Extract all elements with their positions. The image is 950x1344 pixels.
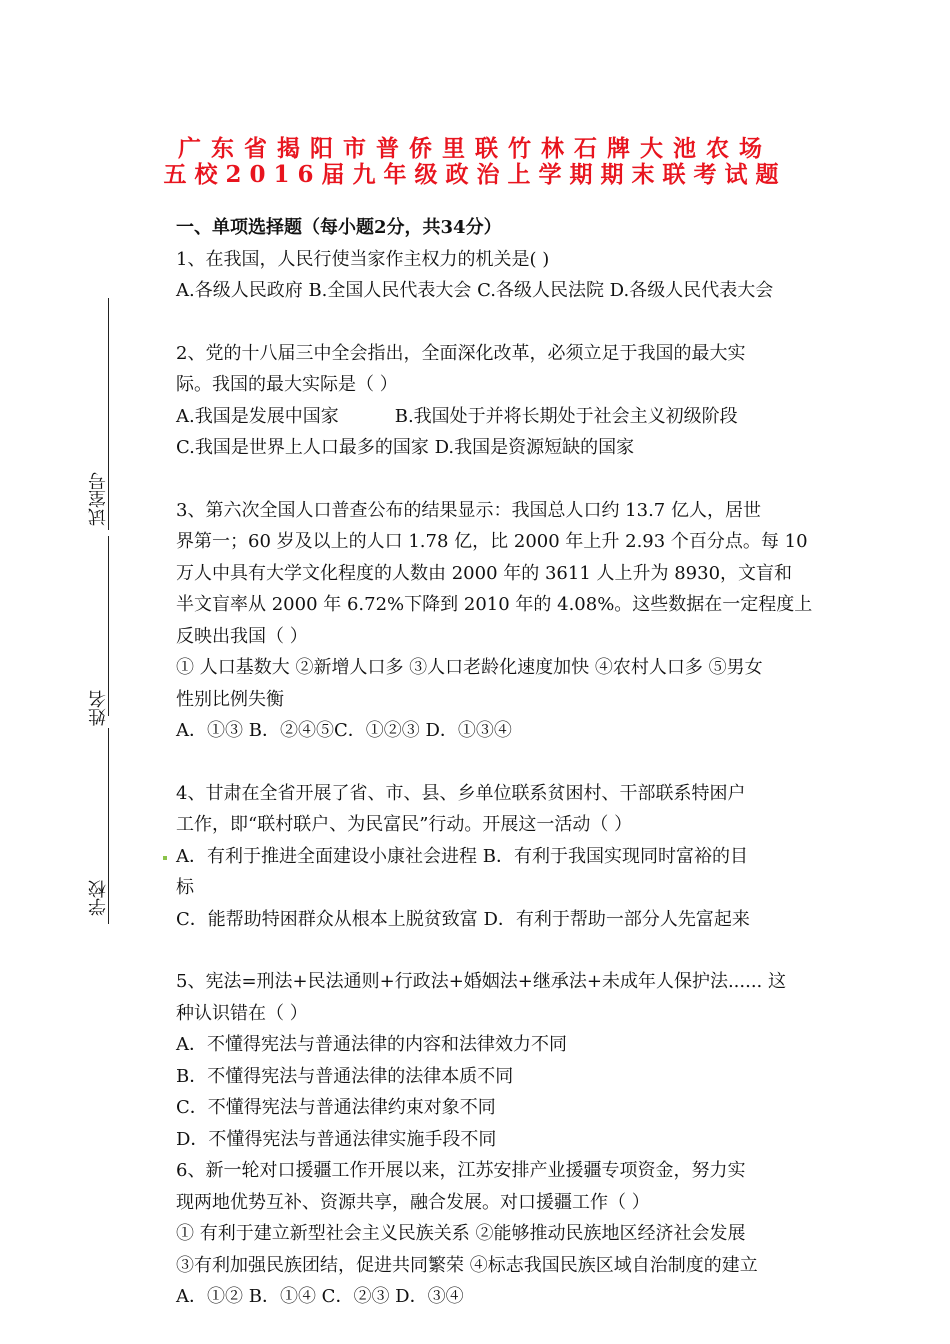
label-school: 学校 <box>88 880 109 916</box>
q4-options-ab-line2: 标 <box>176 877 194 898</box>
label-name: 姓名 <box>88 690 109 726</box>
exam-title-line2: 五校2016届九年级政治上学期期末联考试题 <box>163 161 787 188</box>
q5-option-a: A．不懂得宪法与普通法律的内容和法律效力不同 <box>176 1034 567 1055</box>
spacer <box>176 464 804 495</box>
spacer <box>176 935 804 966</box>
q5-stem-line1: 5、宪法=刑法+民法通则+行政法+婚姻法+继承法+未成年人保护法...... 这 <box>176 971 786 992</box>
q1-stem: 1、在我国，人民行使当家作主权力的机关是( ) <box>176 248 550 270</box>
q6-stem-line2: 现两地优势互补、资源共享，融合发展。对口援疆工作（ ） <box>176 1191 650 1213</box>
q2-options-ab <box>176 401 804 433</box>
q3-stem-line1: 3、第六次全国人口普查公布的结果显示：我国总人口约 13.7 亿人，居世 <box>176 499 761 521</box>
q3-stem-line4: 半文盲率从 2000 年 6.72%下降到 2010 年的 4.08%。这些数据在一定程度上 <box>176 594 813 615</box>
q3-options: A．①③ B．②④⑤C．①②③ D．①③④ <box>176 720 512 741</box>
q5-option-c: C．不懂得宪法与普通法律约束对象不同 <box>176 1097 496 1118</box>
margin-marker <box>163 856 167 860</box>
q6-items-line1: ① 有利于建立新型社会主义民族关系 ②能够推动民族地区经济社会发展 <box>176 1223 746 1244</box>
q2-option-b: B.我国处于并将长期处于社会主义初级阶段 <box>394 405 738 427</box>
q3-stem-line2: 界第一；60 岁及以上的人口 1.78 亿，比 2000 年上升 2.93 个百分点。每 10 <box>176 531 808 552</box>
q2-stem-line2: 际。我国的最大实际是（ ） <box>176 374 398 395</box>
q2-options-cd: C.我国是世界上人口最多的国家 D.我国是资源短缺的国家 <box>176 437 635 458</box>
spacer <box>176 307 804 338</box>
q6-items-line2: ③有利加强民族团结，促进共同繁荣 ④标志我国民族区域自治制度的建立 <box>176 1254 758 1276</box>
q5-option-d: D．不懂得宪法与普通法律实施手段不同 <box>176 1128 497 1150</box>
q3-stem-line3: 万人中具有大学文化程度的人数由 2000 年的 3611 人上升为 8930，文盲和 <box>176 562 793 584</box>
q4-stem-line2: 工作，即“联村联户、为民富民”行动。开展这一活动（ ） <box>176 814 633 835</box>
q4-stem-line1: 4、甘肃在全省开展了省、市、县、乡单位联系贫困村、干部联系特困户 <box>176 782 746 804</box>
exam-title-line1: 广东省揭阳市普侨里联竹林石牌大池农场 <box>178 135 772 162</box>
q3-items-line2: 性别比例失衡 <box>176 688 284 710</box>
q4-options-cd: C．能帮助特困群众从根本上脱贫致富 D．有利于帮助一部分人先富起来 <box>176 908 750 930</box>
q6-options: A．①② B．①④ C．②③ D．③④ <box>176 1286 464 1307</box>
binding-line-name <box>108 536 109 716</box>
q5-stem-line2: 种认识错在（ ） <box>176 1002 308 1024</box>
spacer <box>176 747 804 778</box>
q5-option-b: B．不懂得宪法与普通法律的法律本质不同 <box>176 1065 514 1087</box>
q2-stem-line1: 2、党的十八届三中全会指出，全面深化改革，必须立足于我国的最大实 <box>176 342 746 364</box>
q3-stem-line5: 反映出我国（ ） <box>176 625 308 647</box>
q2-option-a: A.我国是发展中国家 <box>176 405 339 427</box>
q4-options-ab-line1: A．有利于推进全面建设小康社会进程 B．有利于我国实现同时富裕的目 <box>176 845 748 867</box>
q1-options: A.各级人民政府 B.全国人民代表大会 C.各级人民法院 D.各级人民代表大会 <box>176 280 774 301</box>
q6-stem-line1: 6、新一轮对口援疆工作开展以来，江苏安排产业援疆专项资金，努力实 <box>176 1160 746 1181</box>
exam-content <box>176 212 813 1313</box>
q3-items-line1: ① 人口基数大 ②新增人口多 ③人口老龄化速度加快 ④农村人口多 ⑤男女 <box>176 657 763 678</box>
label-exam-room: 试室号 <box>88 472 109 526</box>
section-heading: 一、单项选择题（每小题2分，共34分） <box>176 217 502 238</box>
